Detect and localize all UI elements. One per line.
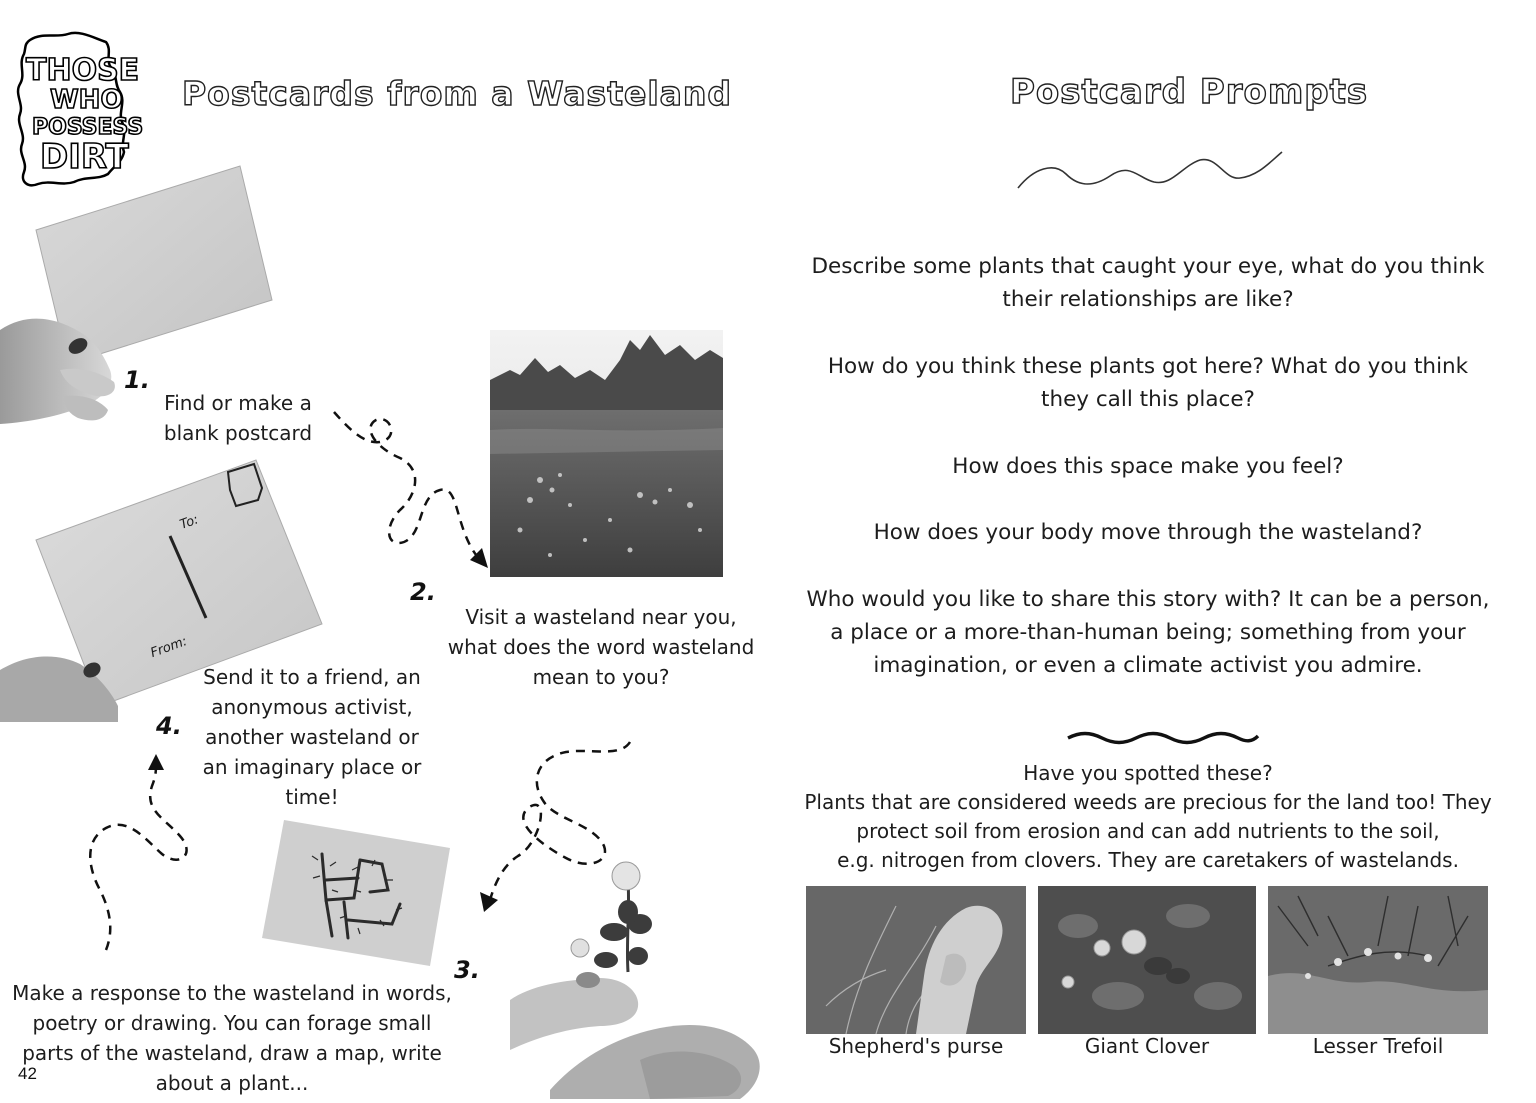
step-4-text [186,662,438,812]
step-4-number: 4. [156,712,182,740]
step-2-line: Visit a wasteland near you, [465,605,737,629]
postcard-to-label: To: [177,512,201,533]
step-4-line: an imaginary place or [202,755,422,779]
wasteland-landscape-photo [490,330,723,577]
step-1-text [140,388,336,448]
drawing-postcard-photo [262,820,450,966]
postcard-from-label: From: [148,633,190,662]
svg-text:WHO: WHO [50,85,123,115]
step-1-number: 1. [124,366,150,394]
plant-caption-lesser-trefoil: Lesser Trefoil [1312,1034,1444,1058]
spotted-line: Plants that are considered weeds are precious for the land too! They [804,790,1492,814]
prompt-line: How does this space make you feel? [952,454,1344,479]
dashed-arrow-step1-to-2 [320,400,500,580]
step-3-line: about a plant... [155,1071,309,1095]
step-1-line: Find or make a [164,391,312,415]
plant-caption-giant-clover: Giant Clover [1084,1034,1210,1058]
prompt-line: a place or a more-than-human being; something from your [830,620,1466,645]
step-1-line: blank postcard [163,421,313,445]
lesser-trefoil-photo [1268,886,1488,1034]
step-2-number: 2. [410,578,436,606]
svg-text:POSSESS: POSSESS [32,115,144,140]
spotted-text [770,788,1526,875]
prompt-1 [770,250,1526,316]
prompt-line: imagination, or even a climate activist you admire. [873,653,1423,678]
svg-text:THOSE: THOSE [26,53,140,88]
right-page-title: Postcard Prompts [1010,72,1369,112]
prompt-line: their relationships are like? [1002,287,1294,312]
prompt-line: How do you think these plants got here? What do you think [827,354,1469,379]
shepherds-purse-photo [806,886,1026,1034]
prompt-3 [770,450,1526,483]
spotted-line: e.g. nitrogen from clovers. They are caretakers of wastelands. [837,848,1459,872]
step-4-line: anonymous activist, [211,695,413,719]
prompt-4 [770,516,1526,549]
squiggle-divider-bottom [1066,726,1260,748]
step-3-line: Make a response to the wasteland in words, [12,981,452,1005]
page-number: 42 [18,1064,37,1083]
giant-clover-photo [1038,886,1256,1034]
step-3-line: parts of the wasteland, draw a map, write [22,1041,442,1065]
step-3-text [0,978,464,1098]
squiggle-divider-top [1014,148,1286,194]
step-2-line: what does the word wasteland [447,635,755,659]
step-4-line: time! [285,785,339,809]
prompt-line: Describe some plants that caught your eye, what do you think [811,254,1485,279]
prompt-5 [770,583,1526,682]
step-4-line: Send it to a friend, an [203,665,421,689]
plant-caption-shepherds-purse: Shepherd's purse [828,1034,1004,1058]
hand-holding-clover-photo [510,860,766,1099]
step-4-line: another wasteland or [205,725,419,749]
spotted-heading: Have you spotted these? [1023,761,1273,785]
step-2-text [436,602,766,692]
step-2-line: mean to you? [532,665,670,689]
dashed-arrow-step3-to-4 [80,750,200,960]
svg-text:DIRT: DIRT [40,137,129,177]
prompt-line: they call this place? [1041,387,1255,412]
prompt-2 [770,350,1526,416]
step-3-number: 3. [454,956,480,984]
spotted-line: protect soil from erosion and can add nutrients to the soil, [856,819,1440,843]
left-page-title: Postcards from a Wasteland [182,74,733,113]
prompt-line: How does your body move through the wasteland? [873,520,1423,545]
prompt-line: Who would you like to share this story with? It can be a person, [806,587,1490,612]
step-3-line: poetry or drawing. You can forage small [32,1011,432,1035]
